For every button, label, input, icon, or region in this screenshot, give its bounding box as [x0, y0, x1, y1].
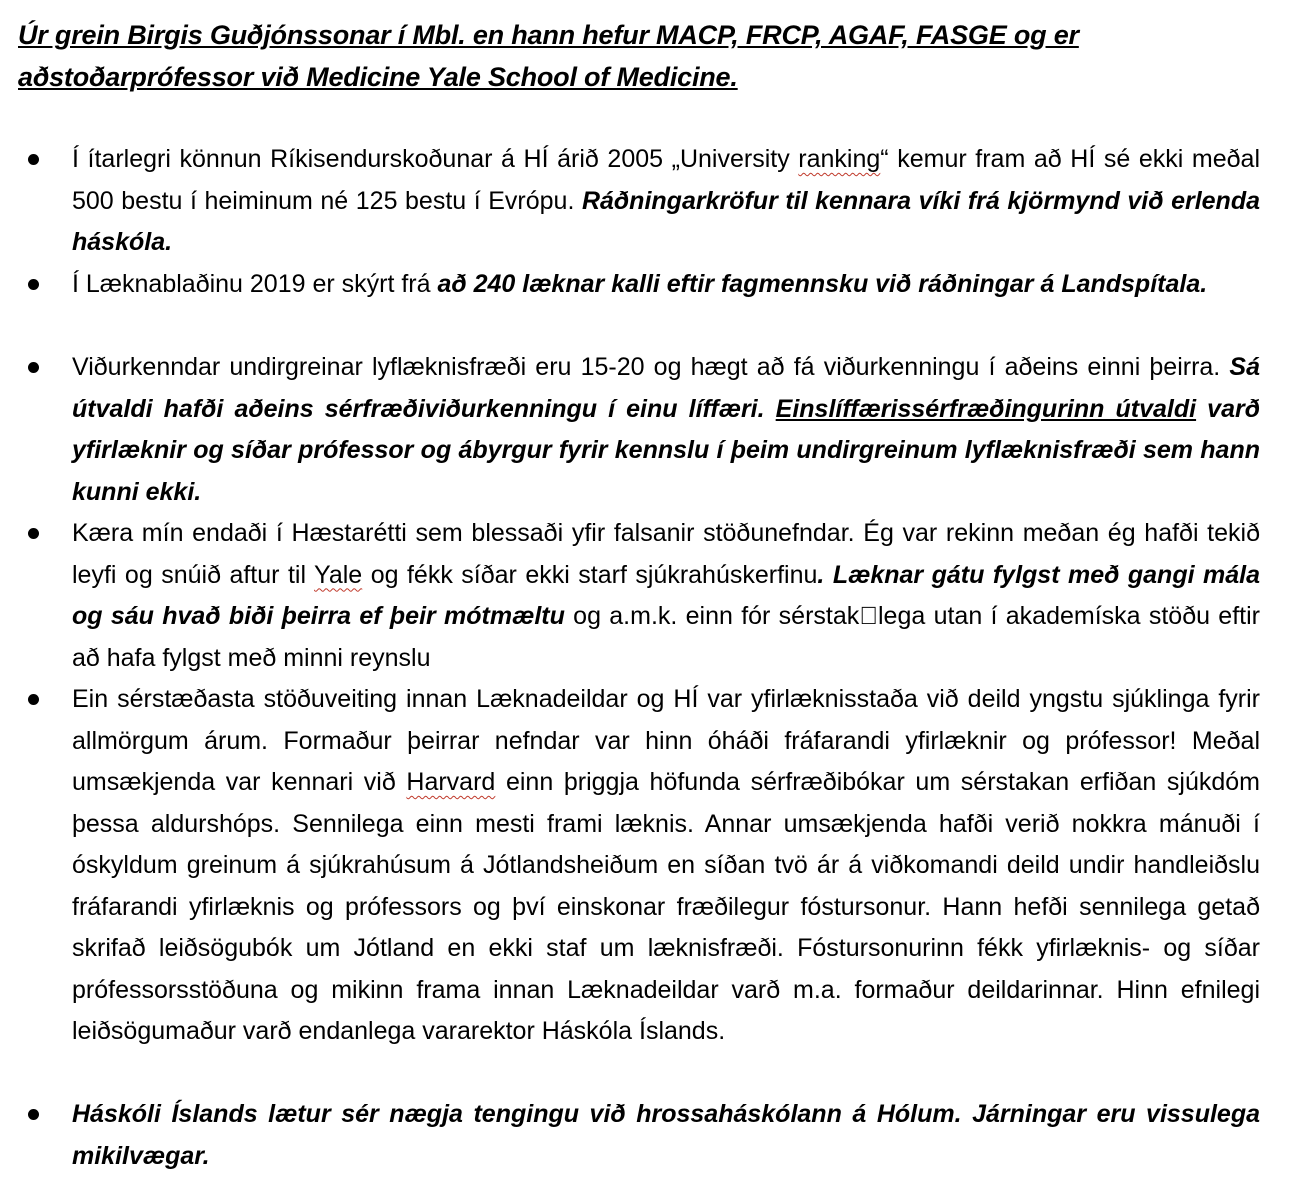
list-item [0, 264, 1260, 347]
item-text: Ein sérstæðasta stöðuveiting innan Læknadeildar og HÍ var yfirlæknisstaða við deild yngstu sjúklinga fyrir allmörgum árum. Formaður þeirrar nefndar var hinn óháði fráfarandi yfirlæknir og prófessor! Meðal umsækjenda var kennari við [72, 685, 1260, 796]
spellcheck-word: Harvard [406, 768, 496, 796]
document-heading [18, 14, 1268, 98]
item-text: einn þriggja höfunda sérfræðibókar um sérstakan erfiðan sjúkdóm þessa aldurshóps. Sennilega einn mesti frami læknis. Annar umsækjenda hafði verið nokkra mánuði í óskyldum greinum á sjúkrahúsum á Jótlandsheiðum en síðan tvö ár á viðkomandi deild undir handleiðslu fráfarandi yfirlæknis og prófessors og því einskonar fræðilegur fóstursonur. Hann hefði sennilega getað skrifað leiðsögubók um Jótland en ekki staf um læknisfræði. Fóstursonurinn fékk yfirlæknis- og síðar prófessorsstöðuna og mikinn frama innan Læknadeildar varð m.a. formaður deildarinnar. Hinn efnilegi leiðsögumaður varð endanlega vararektor Háskóla Íslands. [72, 768, 1261, 1045]
list-item [0, 347, 1260, 513]
item-emphasis: Sá útvaldi hafði aðeins sérfræðiviðurkenningu í einu líffæri. [72, 353, 1260, 423]
bullet-icon [28, 362, 39, 373]
item-text: Kæra mín endaði í Hæstarétti sem blessaði yfir falsanir stöðunefndar. Ég var rekinn meðan ég hafði tekið leyfi og snúið aftur til [72, 519, 1260, 589]
item-text: Í Læknablaðinu 2019 er skýrt frá [72, 270, 438, 298]
item-text: “ kemur fram að HÍ sé ekki meðal 500 bestu í heiminum né 125 bestu í Evrópu. [72, 145, 1260, 215]
list-item [0, 139, 1260, 264]
bullet-icon [28, 279, 39, 290]
item-text: og fékk síðar ekki starf sjúkrahúskerfinu [362, 560, 818, 589]
item-text: Viðurkenndar undirgreinar lyflæknisfræði eru 15-20 og hægt að fá viðurkenningu í aðeins einni þeirra. [72, 353, 1230, 381]
bullet-list [0, 139, 1299, 1177]
item-emphasis: Háskóli Íslands lætur sér nægja tengingu við hrossaháskólann á Hólum. Járningar eru vissulega mikilvægar. [72, 1100, 1260, 1170]
item-emphasis-underlined: Einslíffærissérfræðingurinn útvaldi [775, 394, 1197, 423]
spellcheck-word: Yale [314, 560, 363, 589]
list-item [0, 679, 1260, 1094]
item-text: og a.m.k. einn fór sérstak lega utan í akademíska stöðu eftir að hafa fylgst með minni reynslu [72, 602, 1260, 672]
list-item [0, 1094, 1260, 1177]
bullet-icon [28, 1109, 39, 1120]
item-emphasis: . Læknar gátu fylgst með gangi mála og sáu hvað biði þeirra ef þeir mótmæltu [72, 560, 1260, 630]
item-emphasis: varð yfirlæknir og síðar prófessor og ábyrgur fyrir kennslu í þeim undirgreinum lyflæknisfræði sem hann kunni ekki. [72, 394, 1260, 506]
bullet-icon [28, 528, 39, 539]
bullet-icon [28, 154, 39, 165]
spellcheck-word: ranking [798, 145, 881, 173]
list-item [0, 513, 1260, 679]
item-emphasis: að 240 læknar kalli eftir fagmennsku við ráðningar á Landspítala. [437, 270, 1208, 298]
heading-line-2: aðstoðarprófessor við Medicine Yale School of Medicine. [18, 62, 738, 92]
heading-line-1: Úr grein Birgis Guðjónssonar í Mbl. en hann hefur MACP, FRCP, AGAF, FASGE og er [18, 20, 1079, 50]
item-text: Í ítarlegri könnun Ríkisendurskoðunar á HÍ árið 2005 „University [72, 145, 799, 173]
item-emphasis: Ráðningarkröfur til kennara víki frá kjörmynd við erlenda háskóla. [72, 186, 1261, 256]
bullet-icon [28, 694, 39, 705]
